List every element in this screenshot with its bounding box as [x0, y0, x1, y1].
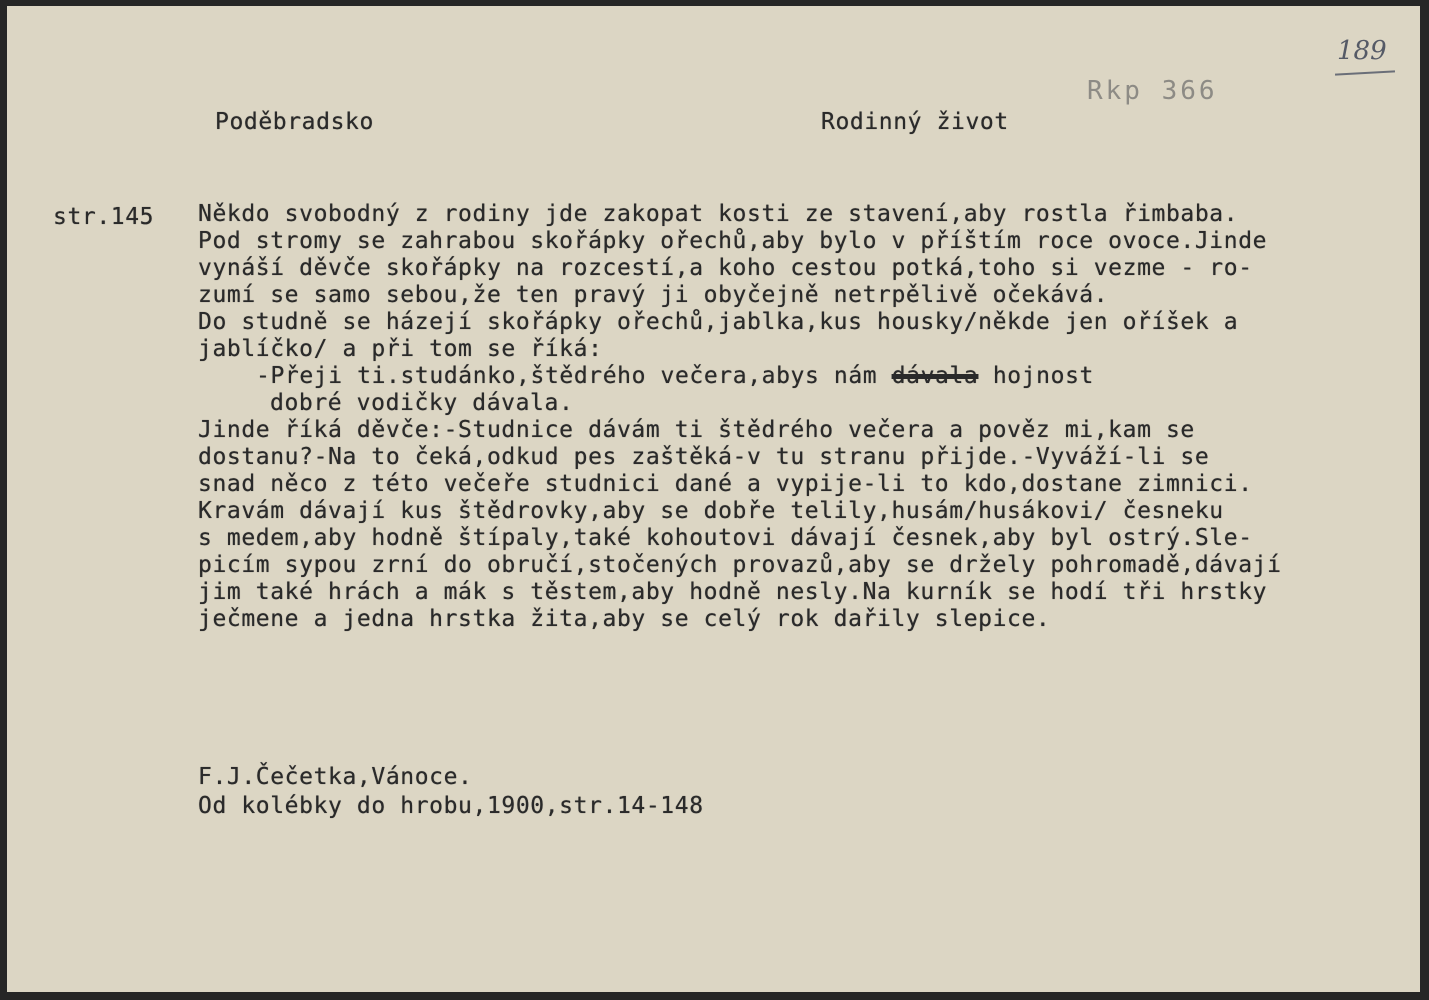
- index-card: [7, 6, 1420, 992]
- verse-text: -Přeji ti.studánko,štědrého večera,abys nám: [256, 363, 878, 389]
- body-line: ječmene a jedna hrstka žita,aby se celý rok dařily slepice.: [198, 606, 1051, 632]
- body-line: zumí se samo sebou,že ten pravý ji obyčejně netrpělivě očekává.: [198, 282, 1109, 308]
- page-reference: str.145: [53, 204, 155, 230]
- header-topic: Rodinný život: [821, 109, 1009, 135]
- shelfmark: Rkp 366: [1087, 76, 1218, 106]
- handwritten-underline: [1335, 70, 1395, 75]
- body-line: jim také hrách a mák s těstem,aby hodně nesly.Na kurník se hodí tři hrstky: [198, 579, 1268, 605]
- body-line: s medem,aby hodně štípaly,také kohoutovi dávají česnek,aby byl ostrý.Sle-: [198, 525, 1253, 551]
- body-line: snad něco z této večeře studnici dané a vypije-li to kdo,dostane zimnici.: [198, 471, 1253, 497]
- body-line-verse: [198, 363, 1282, 390]
- source-author: F.J.Čečetka,Vánoce.: [198, 764, 473, 790]
- body-line: Kravám dávají kus štědrovky,aby se dobře telily,husám/husákovi/ česneku: [198, 498, 1224, 524]
- body-line: Někdo svobodný z rodiny jde zakopat kosti ze stavení,aby rostla řimbaba.: [198, 201, 1239, 227]
- body-line: Do studně se házejí skořápky ořechů,jablka,kus housky/někde jen oříšek a: [198, 309, 1239, 335]
- body-text: [198, 201, 1282, 633]
- struck-word: dávala: [891, 363, 979, 389]
- body-line: Pod stromy se zahrabou skořápky ořechů,aby bylo v příštím roce ovoce.Jinde: [198, 228, 1268, 254]
- body-line-verse: dobré vodičky dávala.: [270, 390, 574, 416]
- body-line: Jinde říká děvče:-Studnice dávám ti štědrého večera a pověz mi,kam se: [198, 417, 1195, 443]
- verse-continuation: hojnost: [992, 363, 1094, 389]
- body-line: dostanu?-Na to čeká,odkud pes zaštěká-v tu stranu přijde.-Vyváží-li se: [198, 444, 1210, 470]
- body-line: picím sypou zrní do obručí,stočených provazů,aby se držely pohromadě,dávají: [198, 552, 1282, 578]
- body-line: vynáší děvče skořápky na rozcestí,a koho cestou potká,toho si vezme - ro-: [198, 255, 1253, 281]
- handwritten-number: 189: [1337, 36, 1387, 66]
- source-citation: Od kolébky do hrobu,1900,str.14-148: [198, 793, 704, 819]
- header-region: Poděbradsko: [215, 109, 374, 135]
- body-line: jablíčko/ a při tom se říká:: [198, 336, 603, 362]
